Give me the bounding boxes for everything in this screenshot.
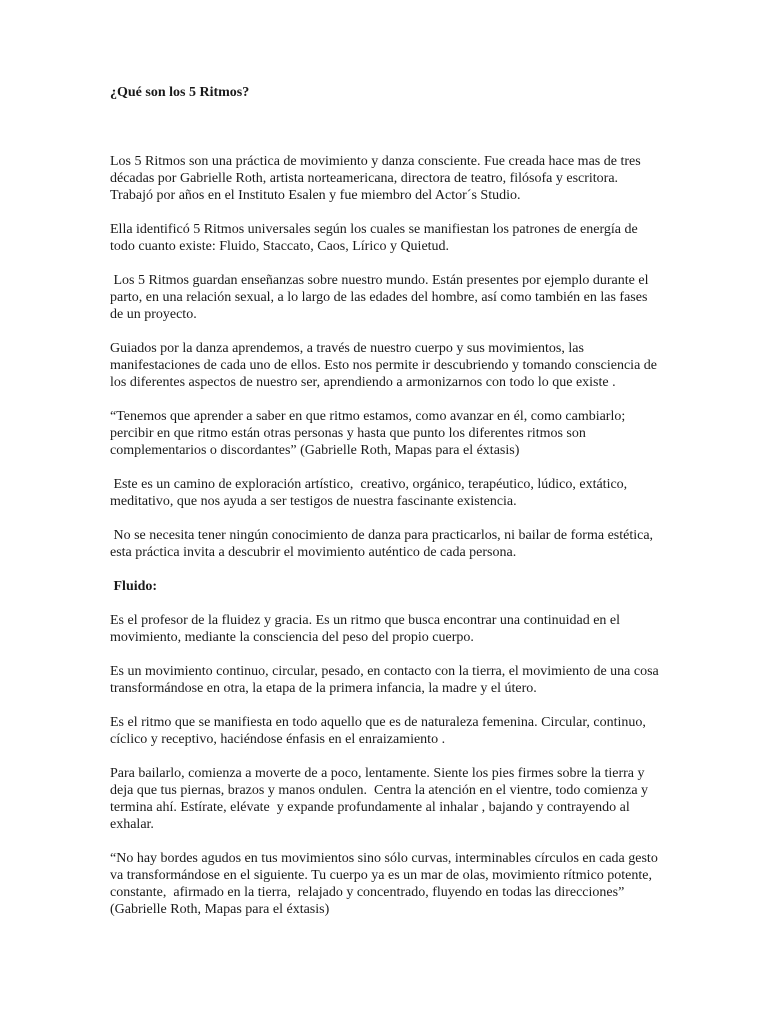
- section-paragraph: Es el ritmo que se manifiesta en todo aquello que es de naturaleza femenina. Circular, continuo, cíclico y receptivo, haciéndose énfasis en el enraizamiento .: [110, 715, 650, 747]
- section-paragraph: Es el profesor de la fluidez y gracia. Es un ritmo que busca encontrar una continuidad en el movimiento, mediante la consciencia del peso del propio cuerpo.: [110, 613, 624, 645]
- quote-paragraph: “No hay bordes agudos en tus movimientos sino sólo curvas, interminables círculos en cada gesto va transformándose en el siguiente. Tu cuerpo ya es un mar de olas, movimiento rítmico potente, constante, afirmado en la tierra, relajado y concentrado, fluyendo en todas las direcciones” (Gabrielle Roth, Mapas para el éxtasis): [110, 851, 662, 917]
- document-title: ¿Qué son los 5 Ritmos?: [110, 85, 250, 100]
- document-page: [110, 84, 663, 918]
- intro-paragraph: Los 5 Ritmos guardan enseñanzas sobre nuestro mundo. Están presentes por ejemplo durante el parto, en una relación sexual, a lo largo de las edades del hombre, así como también en las fases de un proyecto.: [110, 273, 652, 322]
- intro-paragraph: Los 5 Ritmos son una práctica de movimiento y danza consciente. Fue creada hace mas de tres décadas por Gabrielle Roth, artista norteamericana, directora de teatro, filósofa y escritora. Trabajó por años en el Instituto Esalen y fue miembro del Actor´s Studio.: [110, 154, 645, 203]
- intro-paragraph: Ella identificó 5 Ritmos universales según los cuales se manifiestan los patrones de energía de todo cuanto existe: Fluido, Staccato, Caos, Lírico y Quietud.: [110, 222, 642, 254]
- intro-paragraph: No se necesita tener ningún conocimiento de danza para practicarlos, ni bailar de forma estética, esta práctica invita a descubrir el movimiento auténtico de cada persona.: [110, 528, 657, 560]
- section-heading-fluido: Fluido:: [110, 579, 158, 594]
- quote-paragraph: “Tenemos que aprender a saber en que ritmo estamos, como avanzar en él, como cambiarlo; percibir en que ritmo están otras personas y hasta que punto los diferentes ritmos son complementarios o discordantes” (Gabrielle Roth, Mapas para el éxtasis): [110, 409, 629, 458]
- intro-paragraph: Guiados por la danza aprendemos, a través de nuestro cuerpo y sus movimientos, las manifestaciones de cada uno de ellos. Esto nos permite ir descubriendo y tomando consciencia de los diferentes aspectos de nuestro ser, aprendiendo a armonizarnos con todo lo que existe .: [110, 341, 661, 390]
- section-paragraph: Es un movimiento continuo, circular, pesado, en contacto con la tierra, el movimiento de una cosa transformándose en otra, la etapa de la primera infancia, la madre y el útero.: [110, 664, 663, 696]
- section-paragraph: Para bailarlo, comienza a moverte de a poco, lentamente. Siente los pies firmes sobre la tierra y deja que tus piernas, brazos y manos ondulen. Centra la atención en el vientre, todo comienza y termina ahí. Estírate, elévate y expande profundamente al inhalar , bajando y contrayendo al exhalar.: [110, 766, 652, 832]
- intro-paragraph: Este es un camino de exploración artístico, creativo, orgánico, terapéutico, lúdico, extático, meditativo, que nos ayuda a ser testigos de nuestra fascinante existencia.: [110, 477, 631, 509]
